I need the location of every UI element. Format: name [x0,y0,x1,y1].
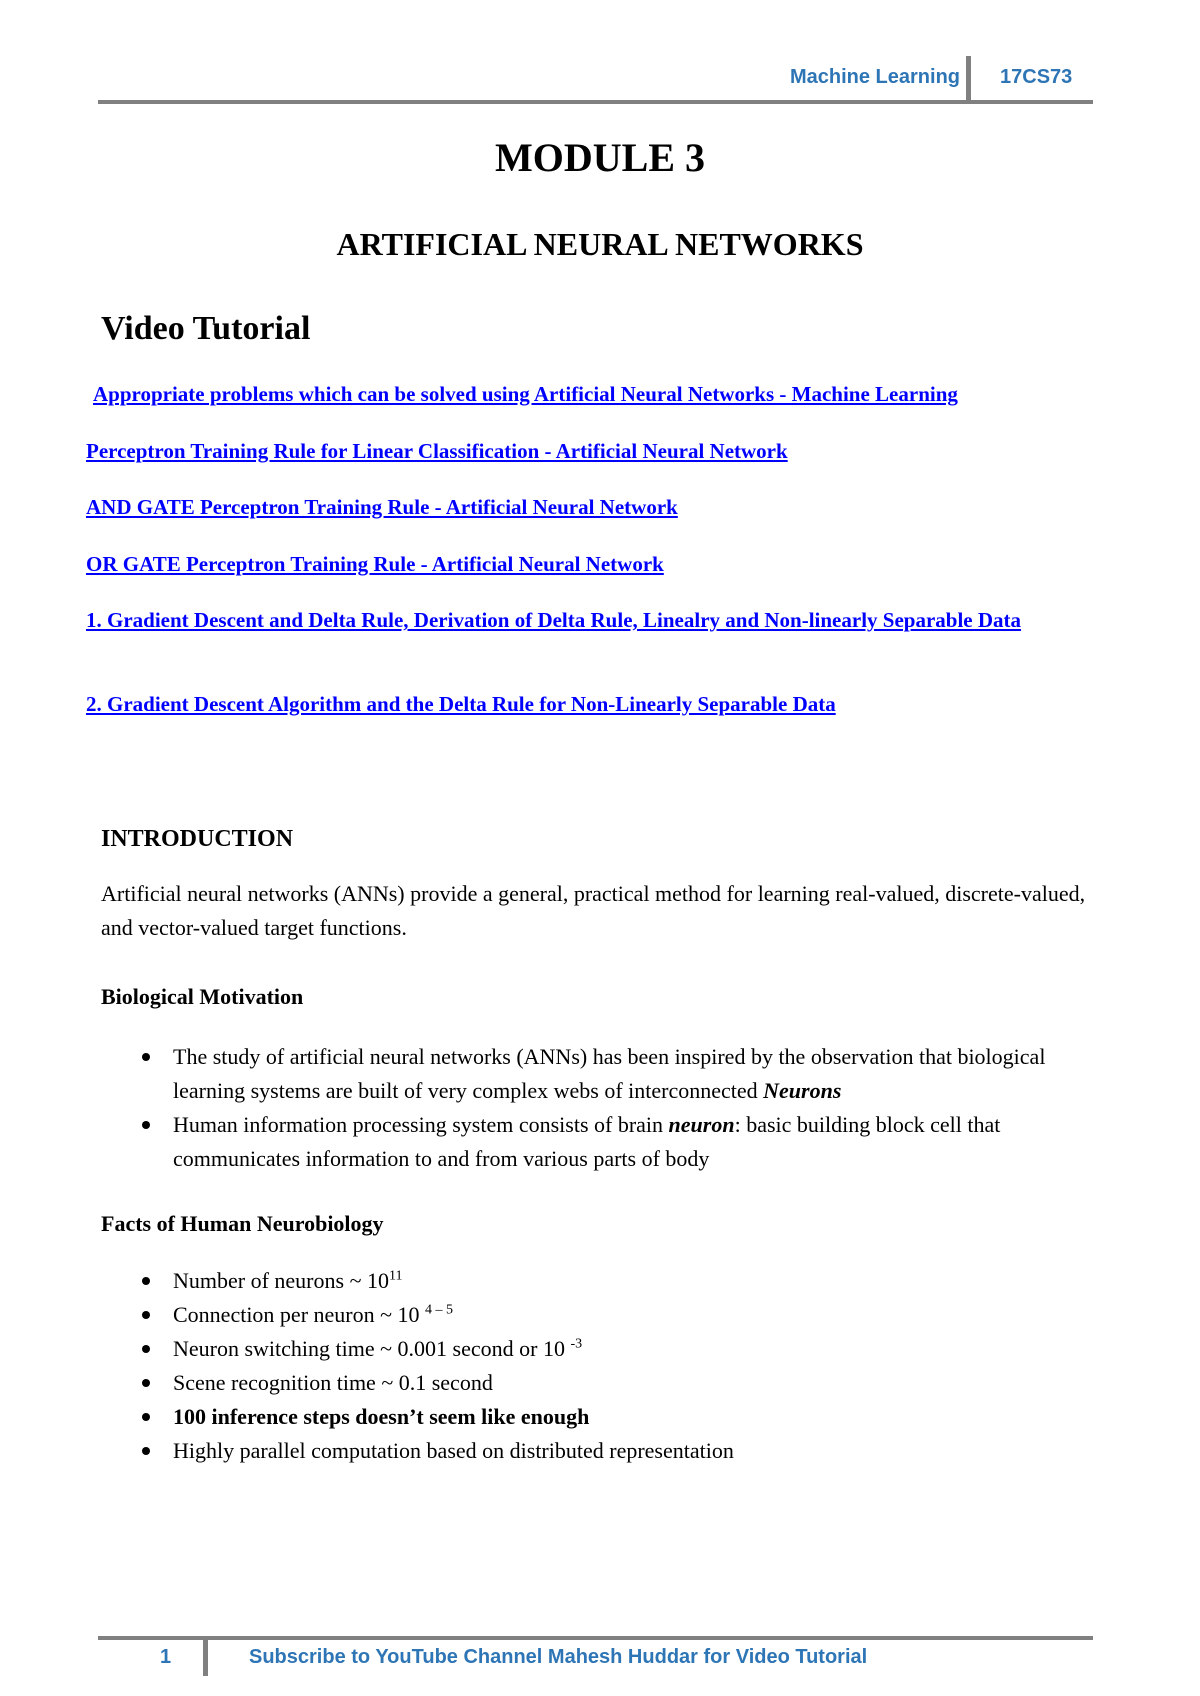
list-item [100,1434,1100,1468]
bullet-icon [142,1413,150,1421]
list-item-text: 100 inference steps doesn’t seem like enough [173,1404,590,1429]
neurobiology-facts-list [100,1264,1100,1468]
list-item [100,1108,1100,1176]
bullet-icon [142,1277,150,1285]
video-link-gradient-descent-algorithm[interactable]: 2. Gradient Descent Algorithm and the Delta Rule for Non-Linearly Separable Data [86,692,836,716]
list-item-text: Number of neurons ~ 10 [173,1268,389,1293]
header-course-code: 17CS73 [1000,66,1073,88]
list-item [100,1332,1100,1366]
list-item-emphasis: Neurons [763,1078,842,1103]
biological-motivation-list [100,1040,1100,1176]
list-item [100,1264,1100,1298]
bullet-icon [142,1311,150,1319]
header-rule [98,100,1093,104]
list-item [100,1366,1100,1400]
superscript: 4 – 5 [425,1302,454,1318]
footer-subscribe-text: Subscribe to YouTube Channel Mahesh Huddar for Video Tutorial [249,1646,868,1668]
footer-divider [203,1640,208,1676]
list-item-text: Human information processing system consists of brain [173,1112,669,1137]
list-item-text: Scene recognition time ~ 0.1 second [173,1370,493,1395]
video-link-appropriate-problems[interactable]: Appropriate problems which can be solved using Artificial Neural Networks - Machine Learning [93,382,958,406]
list-item [100,1400,1100,1434]
bullet-icon [142,1379,150,1387]
video-link-perceptron-training-rule[interactable]: Perceptron Training Rule for Linear Classification - Artificial Neural Network [86,439,788,463]
neurobiology-facts-heading: Facts of Human Neurobiology [101,1211,384,1236]
footer-rule [98,1636,1093,1640]
chapter-title: ARTIFICIAL NEURAL NETWORKS [336,226,864,262]
header-divider [966,56,971,100]
bullet-icon [142,1121,150,1129]
video-link-gradient-descent-delta-rule[interactable]: 1. Gradient Descent and Delta Rule, Derivation of Delta Rule, Linealry and Non-linearly Separable Data [86,608,1022,632]
bullet-icon [142,1053,150,1061]
list-item-text: The study of artificial neural networks (ANNs) has been inspired by the observation that biological learning systems are built of very complex webs of interconnected [173,1044,1046,1103]
list-item-text: Neuron switching time ~ 0.001 second or 10 [173,1336,571,1361]
video-link-or-gate[interactable]: OR GATE Perceptron Training Rule - Artificial Neural Network [86,552,664,576]
list-item-text: Highly parallel computation based on distributed representation [173,1438,734,1463]
bullet-icon [142,1345,150,1353]
list-item-emphasis: neuron [668,1112,735,1137]
superscript: 11 [388,1268,403,1284]
header-subject: Machine Learning [789,66,960,88]
video-link-and-gate[interactable]: AND GATE Perceptron Training Rule - Artificial Neural Network [86,495,678,519]
list-item [100,1298,1100,1332]
module-title: MODULE 3 [495,135,705,180]
page-number: 1 [160,1646,172,1668]
list-item-text: Connection per neuron ~ 10 [173,1302,426,1327]
list-item [100,1040,1100,1108]
introduction-heading: INTRODUCTION [101,826,294,852]
introduction-paragraph: Artificial neural networks (ANNs) provide a general, practical method for learning real-valued, discrete-valued, and vector-valued target functions. [101,881,1086,940]
video-tutorial-heading: Video Tutorial [101,310,311,347]
bullet-icon [142,1447,150,1455]
page-header [0,0,1200,110]
biological-motivation-heading: Biological Motivation [101,984,304,1009]
list-item-text: : basic building block cell that communicates information to and from various parts of body [173,1112,1001,1171]
superscript: -3 [570,1336,583,1352]
